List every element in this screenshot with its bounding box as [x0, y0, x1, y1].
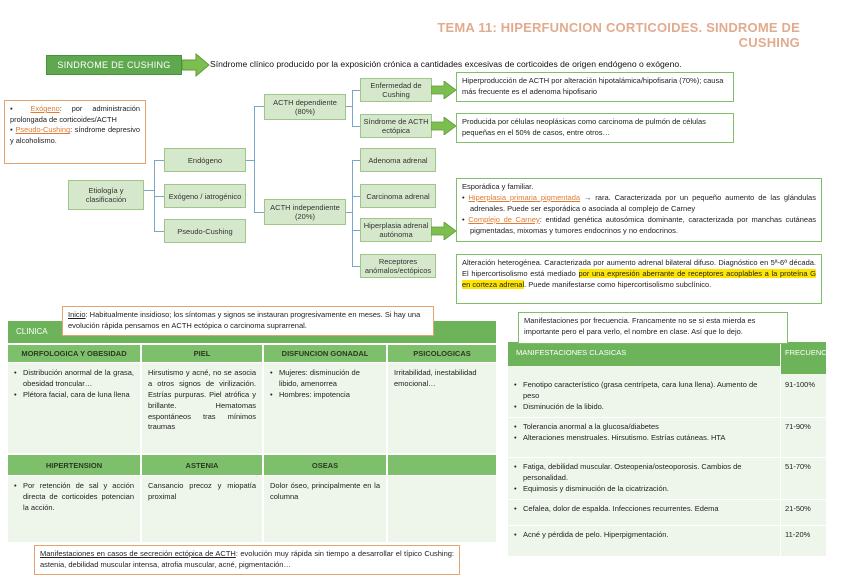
- freq-header-left: MANIFESTACIONES CLASICAS: [508, 342, 780, 366]
- connector: [154, 196, 164, 197]
- ectopic-note: Producida por células neoplásicas como carcinoma de pulmón de células pequeñas en el 50% de casos, entre otros…: [456, 113, 734, 143]
- hyperplasia-note: Esporádica y familiar. • Hiperplasia primaria pigmentada → rara. Caracterizada por un pequeño aumento de las glándulas adrenales. Puede ser esporádica o asociada al complejo de Carney • Complejo de Carney: entidad genética autosómica dominante, caracterizada por manchas cutáneas pigmentadas, mixomas y tumores endocrinos y no endocrinos.: [456, 178, 822, 242]
- exogenous-node: Exógeno / iatrogénico: [164, 184, 246, 208]
- pseudo-cushing-node: Pseudo-Cushing: [164, 219, 246, 243]
- empty-cell: [388, 476, 496, 542]
- freq-value: 91-100%: [780, 376, 826, 417]
- header-hta: HIPERTENSION: [8, 455, 140, 475]
- freq-row: [508, 458, 826, 500]
- clinic-label: CLINICA: [16, 327, 48, 336]
- freq-item: • Cefalea, dolor de espalda. Infecciones recurrentes. Edema: [514, 504, 774, 515]
- receptors-highlight: por una expresión aberrante de receptores acoplables a la proteína G en corteza adrenal: [462, 268, 816, 289]
- pseudo-text: : síndrome depresivo y alcoholismo.: [10, 125, 140, 146]
- freq-row: [508, 418, 826, 458]
- freq-item: • Fenotipo característico (grasa centrípeta, cara luna llena). Aumento de peso: [514, 380, 774, 402]
- onset-label: Inicio: [68, 310, 86, 319]
- psych-cell: Irritabilidad, inestabilidad emocional…: [388, 363, 496, 453]
- connector: [352, 230, 360, 231]
- acth-dependent-node: ACTH dependiente (80%): [264, 94, 346, 120]
- ectopic-acth-node: Síndrome de ACTH ectópica: [360, 114, 432, 138]
- page-title: TEMA 11: HIPERFUNCION CORTICOIDES. SINDROME DE CUSHING: [437, 20, 800, 50]
- connector: [352, 160, 353, 266]
- freq-table: [508, 342, 834, 556]
- cushing-label: SINDROME DE CUSHING: [46, 55, 182, 75]
- ectopic-manifest-label: Manifestaciones en casos de secreción ectópica de ACTH: [40, 549, 236, 558]
- connector: [352, 266, 360, 267]
- ectopic-manifest-note: [34, 545, 460, 575]
- freq-value: 11-20%: [780, 526, 826, 556]
- morph-item: • Plétora facial, cara de luna llena: [14, 390, 134, 401]
- onset-note: [62, 306, 434, 336]
- connector: [254, 106, 255, 212]
- cushing-disease-node: Enfermedad de Cushing: [360, 78, 432, 102]
- freq-item: • Equimosis y disminución de la cicatrización.: [514, 484, 774, 495]
- hta-item: • Por retención de sal y acción directa de corticoides potencian la acción.: [14, 481, 134, 514]
- header-psych: PSICOLOGICAS: [388, 345, 496, 362]
- exo-text: : por administración prolongada de corticoides/ACTH: [10, 104, 140, 124]
- header-skin: PIEL: [142, 345, 262, 362]
- connector: [254, 212, 264, 213]
- receptors-note: [456, 254, 822, 304]
- acth-independent-node: ACTH independiente (20%): [264, 199, 346, 225]
- freq-header-right: FRECUENCIA: [780, 342, 826, 374]
- hyperplasia-pig-text: → rara. Caracterizada por un pequeño aumento de las glándulas adrenales. Puede ser esporádica o asociada al complejo de Carney: [470, 192, 816, 213]
- morph-cell: [8, 363, 140, 453]
- connector: [352, 90, 360, 91]
- morph-item: • Distribución anormal de la grasa, obesidad troncular…: [14, 368, 134, 390]
- receptors-node: Receptores anómalos/ectópicos: [360, 254, 436, 278]
- connector: [154, 231, 164, 232]
- connector: [254, 106, 264, 107]
- connector: [352, 160, 360, 161]
- connector: [352, 196, 360, 197]
- freq-value: 71-90%: [780, 418, 826, 457]
- connector: [352, 90, 353, 126]
- freq-item: • Alteraciones menstruales. Hirsutismo. Estrías cutáneas. HTA: [514, 433, 774, 444]
- freq-row: [508, 526, 826, 556]
- header-gonadal: DISFUNCION GONADAL: [264, 345, 386, 362]
- arrow-right-icon: [431, 81, 457, 99]
- freq-item: • Fatiga, debilidad muscular. Osteopenia/osteoporosis. Cambios de personalidad.: [514, 462, 774, 484]
- gonadal-cell: [264, 363, 386, 453]
- oseas-cell: Dolor óseo, principalmente en la columna: [264, 476, 386, 542]
- header-oseas: OSEAS: [264, 455, 386, 475]
- onset-text: : Habitualmente insidioso; los síntomas y signos se instauran progresivamente en meses. Si hay una evolución rápida pensamos en ACTH ectópica o carcinoma suprarrenal.: [68, 310, 421, 330]
- freq-row: [508, 376, 826, 418]
- freq-value: 21-50%: [780, 500, 826, 525]
- adenoma-node: Adenoma adrenal: [360, 148, 436, 172]
- skin-cell: Hirsutismo y acné, no se asocia a otros signos de virilización. Estrías purpuras. Piel atrófica y brillante. Hematomas espontáneos tras mínimos traumas: [142, 363, 262, 453]
- connector: [246, 160, 254, 161]
- connector: [352, 126, 360, 127]
- carcinoma-node: Carcinoma adrenal: [360, 184, 436, 208]
- freq-item: • Tolerancia anormal a la glucosa/diabetes: [514, 422, 774, 433]
- receptors-text-a: Alteración heterogénea. Caracterizada por aumento adrenal bilateral difuso. Diagnóstico en 5ª-6ª década. El hipercortisolismo está mediado: [462, 258, 816, 278]
- gonadal-item: • Hombres: impotencia: [270, 390, 380, 401]
- connector: [154, 160, 164, 161]
- freq-note: Manifestaciones por frecuencia. Francamente no se si esta mierda es importante pero el para verlo, el nombre en clase. Así que lo dejo.: [518, 312, 788, 344]
- receptors-text-b: . Puede manifestarse como hipercortisolismo subclínico.: [524, 279, 712, 289]
- freq-item: • Disminución de la libido.: [514, 402, 774, 413]
- exo-label: Exógeno: [30, 104, 60, 113]
- ectopic-manifest-text: : evolución muy rápida sin tiempo a desarrollar el típico Cushing: astenia, debilidad muscular intensa, atrofia muscular, acné, pigmentación…: [40, 549, 454, 569]
- freq-item: • Acné y pérdida de pelo. Hiperpigmentación.: [514, 530, 774, 541]
- header-morph: MORFOLOGICA Y OBESIDAD: [8, 345, 140, 362]
- pseudo-label: Pseudo-Cushing: [15, 125, 71, 135]
- gonadal-item: • Mujeres: disminución de libido, amenorrea: [270, 368, 380, 390]
- carney-text: : entidad genética autosómica dominante, caracterizada por manchas cutáneas pigmentadas, mixomas y tumores endocrinos y no endocrinos.: [470, 214, 816, 235]
- arrow-right-icon: [431, 117, 457, 135]
- definition-text: Síndrome clínico producido por la exposición crónica a cantidades excesivas de corticoides de origen endógeno o exógeno.: [210, 59, 682, 69]
- header-astenia: ASTENIA: [142, 455, 262, 475]
- carney-label: Complejo de Carney: [468, 214, 540, 224]
- astenia-cell: Cansancio precoz y miopatía proximal: [142, 476, 262, 542]
- hyperplasia-node: Hiperplasia adrenal autónoma: [360, 218, 432, 242]
- freq-row: [508, 500, 826, 526]
- arrow-right-icon: [431, 222, 457, 240]
- hta-cell: [8, 476, 140, 542]
- cushing-disease-note: Hiperproducción de ACTH por alteración hipotalámica/hipofisaria (70%); causa más frecuente es el adenoma hipofisario: [456, 72, 734, 102]
- etiology-note: ▪ Exógeno: por administración prolongada de corticoides/ACTH ▪ Pseudo-Cushing: síndrome depresivo y alcoholismo.: [4, 100, 146, 164]
- endogenous-node: Endógeno: [164, 148, 246, 172]
- freq-value: 51-70%: [780, 458, 826, 499]
- hyperplasia-intro: Esporádica y familiar.: [462, 182, 534, 191]
- etiology-node: Etiología y clasificación: [68, 180, 144, 210]
- hyperplasia-pig-label: Hiperplasia primaria pigmentada: [468, 192, 581, 202]
- connector: [144, 190, 154, 191]
- arrow-right-icon: [182, 53, 210, 77]
- header-empty: [388, 455, 496, 475]
